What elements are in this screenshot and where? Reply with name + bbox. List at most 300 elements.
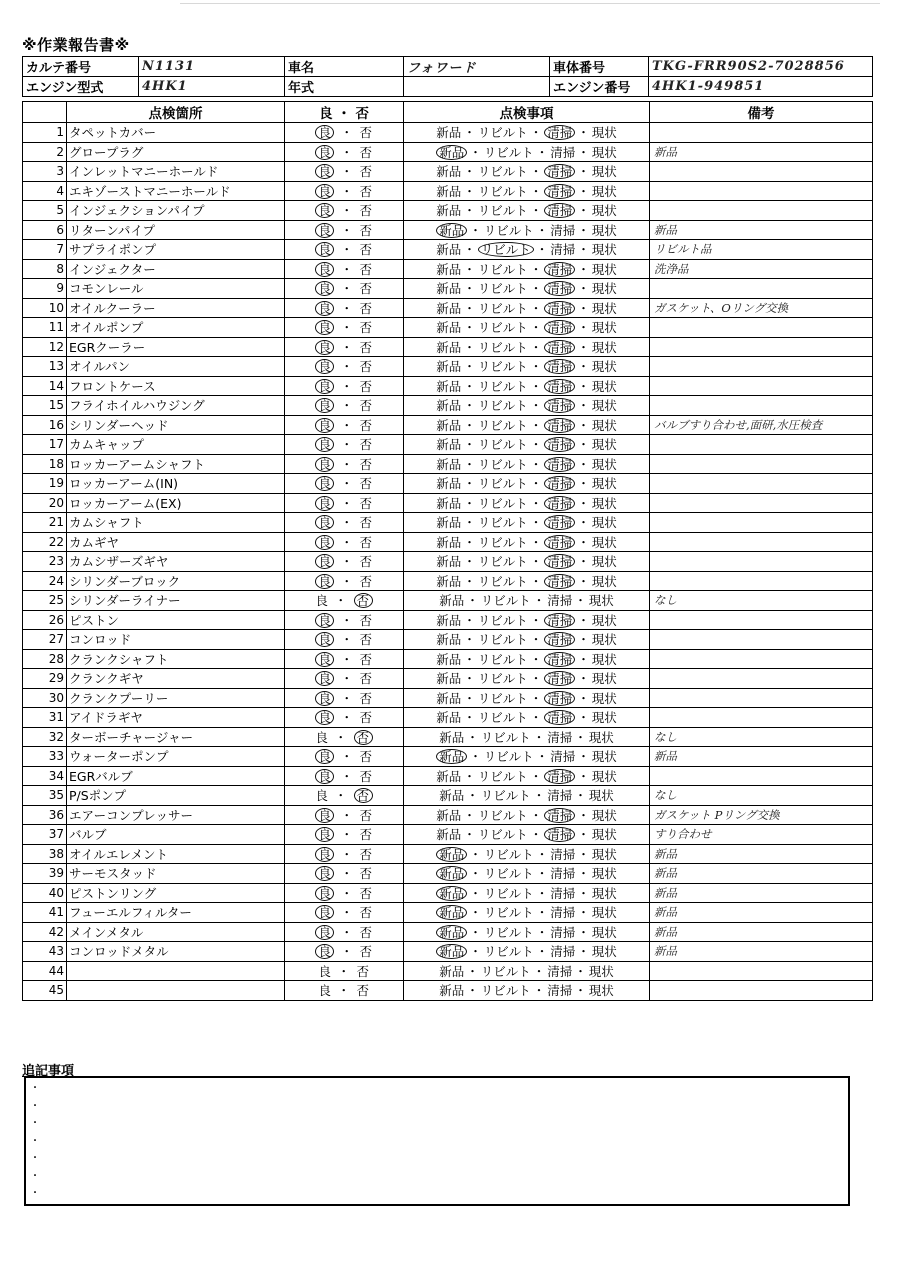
remark-cell[interactable]: 新品 <box>650 942 873 962</box>
remark-cell[interactable] <box>650 435 873 455</box>
inspection-option-current[interactable]: 現状 <box>591 339 617 355</box>
judge-option-good[interactable]: 良 <box>315 905 334 920</box>
inspection-option-clean[interactable]: 清掃 <box>547 729 573 745</box>
judge-option-bad[interactable]: 否 <box>359 534 373 550</box>
inspection-option-clean[interactable]: 清掃 <box>544 476 575 491</box>
inspection-option-new[interactable]: 新品 <box>439 983 465 999</box>
judge-option-good[interactable]: 良 <box>315 729 329 745</box>
inspection-option-new[interactable]: 新品 <box>436 164 462 180</box>
inspection-option-rebuilt[interactable]: リビルト <box>477 164 528 180</box>
inspection-option-clean[interactable]: 清掃 <box>550 944 576 960</box>
inspection-option-new[interactable]: 新品 <box>436 281 462 297</box>
judge-option-bad[interactable]: 否 <box>359 359 373 375</box>
judge-option-good[interactable]: 良 <box>315 457 334 472</box>
inspection-option-new[interactable]: 新品 <box>436 866 467 881</box>
inspection-option-new[interactable]: 新品 <box>436 320 462 336</box>
remark-cell[interactable] <box>650 649 873 669</box>
remark-cell[interactable] <box>650 123 873 143</box>
inspection-option-new[interactable]: 新品 <box>436 223 467 238</box>
inspection-option-clean[interactable]: 清掃 <box>547 788 573 804</box>
inspection-option-rebuilt[interactable]: リビルト <box>477 437 528 453</box>
judge-option-good[interactable]: 良 <box>315 593 329 609</box>
judge-option-good[interactable]: 良 <box>315 242 334 257</box>
inspection-option-current[interactable]: 現状 <box>591 300 617 316</box>
judge-option-bad[interactable]: 否 <box>359 885 373 901</box>
inspection-option-new[interactable]: 新品 <box>439 788 465 804</box>
inspection-option-clean[interactable]: 清掃 <box>547 593 573 609</box>
inspection-option-new[interactable]: 新品 <box>436 612 462 628</box>
inspection-option-clean[interactable]: 清掃 <box>544 359 575 374</box>
judge-option-good[interactable]: 良 <box>315 340 334 355</box>
inspection-option-clean[interactable]: 清掃 <box>544 613 575 628</box>
judge-option-bad[interactable]: 否 <box>354 593 373 608</box>
judge-option-bad[interactable]: 否 <box>356 963 370 979</box>
judge-option-bad[interactable]: 否 <box>359 125 373 141</box>
judge-option-good[interactable]: 良 <box>315 788 329 804</box>
remark-cell[interactable] <box>650 162 873 182</box>
inspection-option-new[interactable]: 新品 <box>436 827 462 843</box>
inspection-option-rebuilt[interactable]: リビルト <box>477 515 528 531</box>
inspection-option-current[interactable]: 現状 <box>588 729 614 745</box>
inspection-option-clean[interactable]: 清掃 <box>544 340 575 355</box>
inspection-option-clean[interactable]: 清掃 <box>544 457 575 472</box>
inspection-option-clean[interactable]: 清掃 <box>544 281 575 296</box>
judge-option-bad[interactable]: 否 <box>359 671 373 687</box>
inspection-option-rebuilt[interactable]: リビルト <box>477 827 528 843</box>
remark-cell[interactable] <box>650 766 873 786</box>
inspection-option-new[interactable]: 新品 <box>436 925 467 940</box>
inspection-option-clean[interactable]: 清掃 <box>550 144 576 160</box>
judge-option-good[interactable]: 良 <box>315 866 334 881</box>
inspection-option-current[interactable]: 現状 <box>588 593 614 609</box>
remark-cell[interactable]: バルブすり合わせ,面研,水圧検査 <box>650 415 873 435</box>
remark-cell[interactable]: 新品 <box>650 747 873 767</box>
judge-option-bad[interactable]: 否 <box>359 417 373 433</box>
judge-option-good[interactable]: 良 <box>315 554 334 569</box>
judge-option-good[interactable]: 良 <box>315 164 334 179</box>
inspection-option-current[interactable]: 現状 <box>591 281 617 297</box>
inspection-option-new[interactable]: 新品 <box>436 339 462 355</box>
remark-cell[interactable] <box>650 318 873 338</box>
inspection-option-new[interactable]: 新品 <box>439 729 465 745</box>
inspection-option-rebuilt[interactable]: リビルト <box>477 651 528 667</box>
inspection-option-clean[interactable]: 清掃 <box>550 749 576 765</box>
inspection-option-rebuilt[interactable]: リビルト <box>477 125 528 141</box>
inspection-option-rebuilt[interactable]: リビルト <box>483 866 534 882</box>
judge-option-good[interactable]: 良 <box>315 262 334 277</box>
judge-option-good[interactable]: 良 <box>315 184 334 199</box>
judge-option-good[interactable]: 良 <box>315 398 334 413</box>
judge-option-bad[interactable]: 否 <box>359 378 373 394</box>
inspection-option-rebuilt[interactable]: リビルト <box>477 612 528 628</box>
inspection-option-clean[interactable]: 清掃 <box>544 515 575 530</box>
remark-cell[interactable] <box>650 454 873 474</box>
remark-cell[interactable] <box>650 708 873 728</box>
judge-option-bad[interactable]: 否 <box>359 164 373 180</box>
judge-option-bad[interactable]: 否 <box>354 788 373 803</box>
inspection-option-new[interactable]: 新品 <box>436 690 462 706</box>
judge-option-bad[interactable]: 否 <box>359 398 373 414</box>
inspection-option-current[interactable]: 現状 <box>591 671 617 687</box>
judge-option-good[interactable]: 良 <box>315 320 334 335</box>
inspection-option-rebuilt[interactable]: リビルト <box>483 944 534 960</box>
judge-option-good[interactable]: 良 <box>315 223 334 238</box>
judge-option-bad[interactable]: 否 <box>359 827 373 843</box>
inspection-option-rebuilt[interactable]: リビルト <box>480 788 531 804</box>
inspection-option-clean[interactable]: 清掃 <box>544 301 575 316</box>
judge-option-good[interactable]: 良 <box>315 301 334 316</box>
remark-cell[interactable] <box>650 552 873 572</box>
judge-option-bad[interactable]: 否 <box>359 924 373 940</box>
judge-option-good[interactable]: 良 <box>315 769 334 784</box>
remark-cell[interactable] <box>650 961 873 981</box>
inspection-option-rebuilt[interactable]: リビルト <box>477 768 528 784</box>
inspection-option-new[interactable]: 新品 <box>436 495 462 511</box>
inspection-option-rebuilt[interactable]: リビルト <box>477 632 528 648</box>
inspection-option-rebuilt[interactable]: リビルト <box>477 320 528 336</box>
inspection-option-current[interactable]: 現状 <box>591 515 617 531</box>
inspection-option-rebuilt[interactable]: リビルト <box>477 378 528 394</box>
inspection-option-clean[interactable]: 清掃 <box>550 885 576 901</box>
inspection-option-current[interactable]: 現状 <box>591 573 617 589</box>
judge-option-bad[interactable]: 否 <box>359 651 373 667</box>
inspection-option-rebuilt[interactable]: リビルト <box>483 885 534 901</box>
karte-value[interactable]: N1131 <box>139 57 285 77</box>
inspection-option-current[interactable]: 現状 <box>591 476 617 492</box>
remark-cell[interactable]: 新品 <box>650 922 873 942</box>
inspection-option-new[interactable]: 新品 <box>436 554 462 570</box>
inspection-option-rebuilt[interactable]: リビルト <box>477 417 528 433</box>
inspection-option-current[interactable]: 現状 <box>591 183 617 199</box>
remark-cell[interactable] <box>650 181 873 201</box>
inspection-option-rebuilt[interactable]: リビルト <box>477 281 528 297</box>
judge-option-good[interactable]: 良 <box>315 827 334 842</box>
inspection-option-current[interactable]: 現状 <box>591 359 617 375</box>
judge-option-bad[interactable]: 否 <box>359 339 373 355</box>
inspection-option-new[interactable]: 新品 <box>436 242 462 258</box>
judge-option-bad[interactable]: 否 <box>359 495 373 511</box>
judge-option-bad[interactable]: 否 <box>359 222 373 238</box>
inspection-option-current[interactable]: 現状 <box>591 768 617 784</box>
judge-option-good[interactable]: 良 <box>315 379 334 394</box>
inspection-option-current[interactable]: 現状 <box>588 788 614 804</box>
judge-option-bad[interactable]: 否 <box>359 846 373 862</box>
inspection-option-rebuilt[interactable]: リビルト <box>477 183 528 199</box>
inspection-option-rebuilt[interactable]: リビルト <box>483 924 534 940</box>
inspection-option-current[interactable]: 現状 <box>591 437 617 453</box>
judge-option-bad[interactable]: 否 <box>354 730 373 745</box>
judge-option-good[interactable]: 良 <box>315 632 334 647</box>
judge-option-bad[interactable]: 否 <box>359 242 373 258</box>
inspection-option-rebuilt[interactable]: リビルト <box>477 476 528 492</box>
inspection-option-current[interactable]: 現状 <box>591 612 617 628</box>
judge-option-good[interactable]: 良 <box>315 476 334 491</box>
inspection-option-current[interactable]: 現状 <box>588 983 614 999</box>
inspection-option-current[interactable]: 現状 <box>591 164 617 180</box>
remark-cell[interactable]: 新品 <box>650 864 873 884</box>
inspection-option-rebuilt[interactable]: リビルト <box>477 534 528 550</box>
judge-option-good[interactable]: 良 <box>315 359 334 374</box>
judge-option-bad[interactable]: 否 <box>359 456 373 472</box>
inspection-option-rebuilt[interactable]: リビルト <box>477 359 528 375</box>
inspection-option-rebuilt[interactable]: リビルト <box>477 456 528 472</box>
inspection-option-current[interactable]: 現状 <box>591 495 617 511</box>
inspection-option-new[interactable]: 新品 <box>436 651 462 667</box>
judge-option-good[interactable]: 良 <box>315 574 334 589</box>
inspection-option-rebuilt[interactable]: リビルト <box>477 300 528 316</box>
inspection-option-current[interactable]: 現状 <box>591 203 617 219</box>
inspection-option-current[interactable]: 現状 <box>591 924 617 940</box>
inspection-option-current[interactable]: 現状 <box>591 807 617 823</box>
remark-cell[interactable]: ガスケット、Oリング交換 <box>650 298 873 318</box>
inspection-option-clean[interactable]: 清掃 <box>544 184 575 199</box>
inspection-option-rebuilt[interactable]: リビルト <box>483 749 534 765</box>
judge-option-bad[interactable]: 否 <box>359 944 373 960</box>
inspection-option-new[interactable]: 新品 <box>439 963 465 979</box>
inspection-option-clean[interactable]: 清掃 <box>544 808 575 823</box>
judge-option-good[interactable]: 良 <box>315 613 334 628</box>
inspection-option-new[interactable]: 新品 <box>439 593 465 609</box>
judge-option-bad[interactable]: 否 <box>359 183 373 199</box>
judge-option-bad[interactable]: 否 <box>359 749 373 765</box>
inspection-option-clean[interactable]: 清掃 <box>550 846 576 862</box>
inspection-option-new[interactable]: 新品 <box>436 749 467 764</box>
judge-option-bad[interactable]: 否 <box>359 690 373 706</box>
remark-cell[interactable] <box>650 688 873 708</box>
judge-option-bad[interactable]: 否 <box>359 554 373 570</box>
inspection-option-new[interactable]: 新品 <box>436 145 467 160</box>
inspection-option-clean[interactable]: 清掃 <box>544 125 575 140</box>
inspection-option-current[interactable]: 現状 <box>591 827 617 843</box>
inspection-option-rebuilt[interactable]: リビルト <box>477 339 528 355</box>
judge-option-bad[interactable]: 否 <box>359 300 373 316</box>
inspection-option-clean[interactable]: 清掃 <box>544 437 575 452</box>
inspection-option-current[interactable]: 現状 <box>591 749 617 765</box>
inspection-option-current[interactable]: 現状 <box>591 710 617 726</box>
inspection-option-clean[interactable]: 清掃 <box>544 379 575 394</box>
judge-option-bad[interactable]: 否 <box>356 983 370 999</box>
remark-cell[interactable] <box>650 981 873 1001</box>
judge-option-good[interactable]: 良 <box>315 203 334 218</box>
inspection-option-rebuilt[interactable]: リビルト <box>477 554 528 570</box>
judge-option-good[interactable]: 良 <box>315 125 334 140</box>
judge-option-good[interactable]: 良 <box>315 749 334 764</box>
inspection-option-rebuilt[interactable]: リビルト <box>480 983 531 999</box>
remark-cell[interactable]: 新品 <box>650 844 873 864</box>
judge-option-good[interactable]: 良 <box>315 145 334 160</box>
inspection-option-current[interactable]: 現状 <box>591 417 617 433</box>
inspection-option-clean[interactable]: 清掃 <box>544 535 575 550</box>
judge-option-bad[interactable]: 否 <box>359 905 373 921</box>
judge-option-bad[interactable]: 否 <box>359 807 373 823</box>
engine-no-value[interactable]: 4HK1-949851 <box>649 77 873 97</box>
inspection-option-new[interactable]: 新品 <box>436 125 462 141</box>
remark-cell[interactable]: 新品 <box>650 220 873 240</box>
inspection-option-new[interactable]: 新品 <box>436 710 462 726</box>
inspection-option-rebuilt[interactable]: リビルト <box>477 671 528 687</box>
inspection-option-current[interactable]: 現状 <box>591 398 617 414</box>
inspection-option-new[interactable]: 新品 <box>436 847 467 862</box>
inspection-option-rebuilt[interactable]: リビルト <box>483 144 534 160</box>
inspection-option-new[interactable]: 新品 <box>436 905 467 920</box>
inspection-option-rebuilt[interactable]: リビルト <box>483 222 534 238</box>
judge-option-bad[interactable]: 否 <box>359 203 373 219</box>
inspection-option-current[interactable]: 現状 <box>591 632 617 648</box>
remark-cell[interactable] <box>650 532 873 552</box>
inspection-option-clean[interactable]: 清掃 <box>550 905 576 921</box>
year-value[interactable] <box>404 77 550 97</box>
judge-option-bad[interactable]: 否 <box>359 573 373 589</box>
inspection-option-current[interactable]: 現状 <box>591 866 617 882</box>
inspection-option-clean[interactable]: 清掃 <box>544 320 575 335</box>
inspection-option-current[interactable]: 現状 <box>591 554 617 570</box>
inspection-option-rebuilt[interactable]: リビルト <box>477 807 528 823</box>
remark-cell[interactable]: なし <box>650 591 873 611</box>
judge-option-good[interactable]: 良 <box>315 944 334 959</box>
inspection-option-new[interactable]: 新品 <box>436 534 462 550</box>
remark-cell[interactable]: なし <box>650 727 873 747</box>
inspection-option-new[interactable]: 新品 <box>436 261 462 277</box>
inspection-option-clean[interactable]: 清掃 <box>544 671 575 686</box>
inspection-option-rebuilt[interactable]: リビルト <box>480 593 531 609</box>
inspection-option-current[interactable]: 現状 <box>591 242 617 258</box>
inspection-option-current[interactable]: 現状 <box>591 885 617 901</box>
inspection-option-rebuilt[interactable]: リビルト <box>483 905 534 921</box>
judge-option-good[interactable]: 良 <box>315 710 334 725</box>
judge-option-good[interactable]: 良 <box>315 437 334 452</box>
remark-cell[interactable] <box>650 279 873 299</box>
judge-option-bad[interactable]: 否 <box>359 261 373 277</box>
inspection-option-rebuilt[interactable]: リビルト <box>477 398 528 414</box>
inspection-option-rebuilt[interactable]: リビルト <box>477 690 528 706</box>
inspection-option-rebuilt[interactable]: リビルト <box>477 495 528 511</box>
inspection-option-current[interactable]: 現状 <box>591 222 617 238</box>
inspection-option-current[interactable]: 現状 <box>591 456 617 472</box>
remark-cell[interactable] <box>650 630 873 650</box>
judge-option-good[interactable]: 良 <box>315 691 334 706</box>
inspection-option-clean[interactable]: 清掃 <box>544 418 575 433</box>
remark-cell[interactable]: ガスケット Pリング交換 <box>650 805 873 825</box>
inspection-option-new[interactable]: 新品 <box>436 417 462 433</box>
inspection-option-clean[interactable]: 清掃 <box>544 632 575 647</box>
inspection-option-clean[interactable]: 清掃 <box>544 769 575 784</box>
judge-option-bad[interactable]: 否 <box>359 320 373 336</box>
inspection-option-current[interactable]: 現状 <box>591 320 617 336</box>
inspection-option-rebuilt[interactable]: リビルト <box>480 963 531 979</box>
inspection-option-new[interactable]: 新品 <box>436 886 467 901</box>
inspection-option-new[interactable]: 新品 <box>436 359 462 375</box>
inspection-option-current[interactable]: 現状 <box>588 963 614 979</box>
body-no-value[interactable]: TKG-FRR90S2-7028856 <box>649 57 873 77</box>
remark-cell[interactable]: 新品 <box>650 142 873 162</box>
inspection-option-new[interactable]: 新品 <box>436 944 467 959</box>
inspection-option-rebuilt[interactable]: リビルト <box>478 242 534 257</box>
remark-cell[interactable] <box>650 571 873 591</box>
inspection-option-clean[interactable]: 清掃 <box>544 164 575 179</box>
judge-option-good[interactable]: 良 <box>315 925 334 940</box>
judge-option-bad[interactable]: 否 <box>359 710 373 726</box>
remark-cell[interactable] <box>650 376 873 396</box>
inspection-option-rebuilt[interactable]: リビルト <box>483 846 534 862</box>
judge-option-bad[interactable]: 否 <box>359 768 373 784</box>
inspection-option-clean[interactable]: 清掃 <box>544 262 575 277</box>
additional-notes-box[interactable] <box>24 1076 850 1206</box>
remark-cell[interactable] <box>650 396 873 416</box>
remark-cell[interactable] <box>650 337 873 357</box>
inspection-option-clean[interactable]: 清掃 <box>547 983 573 999</box>
inspection-option-clean[interactable]: 清掃 <box>544 827 575 842</box>
remark-cell[interactable] <box>650 474 873 494</box>
judge-option-bad[interactable]: 否 <box>359 515 373 531</box>
inspection-option-current[interactable]: 現状 <box>591 125 617 141</box>
inspection-option-new[interactable]: 新品 <box>436 671 462 687</box>
judge-option-bad[interactable]: 否 <box>359 281 373 297</box>
inspection-option-current[interactable]: 現状 <box>591 651 617 667</box>
inspection-option-clean[interactable]: 清掃 <box>550 242 576 258</box>
remark-cell[interactable]: なし <box>650 786 873 806</box>
judge-option-good[interactable]: 良 <box>318 963 332 979</box>
inspection-option-clean[interactable]: 清掃 <box>544 691 575 706</box>
remark-cell[interactable] <box>650 513 873 533</box>
judge-option-good[interactable]: 良 <box>315 886 334 901</box>
inspection-option-current[interactable]: 現状 <box>591 144 617 160</box>
judge-option-good[interactable]: 良 <box>315 515 334 530</box>
inspection-option-new[interactable]: 新品 <box>436 437 462 453</box>
inspection-option-current[interactable]: 現状 <box>591 944 617 960</box>
judge-option-good[interactable]: 良 <box>315 847 334 862</box>
inspection-option-new[interactable]: 新品 <box>436 515 462 531</box>
judge-option-bad[interactable]: 否 <box>359 866 373 882</box>
remark-cell[interactable] <box>650 201 873 221</box>
inspection-option-rebuilt[interactable]: リビルト <box>477 710 528 726</box>
inspection-option-new[interactable]: 新品 <box>436 768 462 784</box>
inspection-option-clean[interactable]: 清掃 <box>544 710 575 725</box>
inspection-option-clean[interactable]: 清掃 <box>547 963 573 979</box>
inspection-option-new[interactable]: 新品 <box>436 378 462 394</box>
inspection-option-clean[interactable]: 清掃 <box>544 496 575 511</box>
inspection-option-new[interactable]: 新品 <box>436 398 462 414</box>
judge-option-bad[interactable]: 否 <box>359 632 373 648</box>
judge-option-good[interactable]: 良 <box>315 671 334 686</box>
inspection-option-clean[interactable]: 清掃 <box>544 554 575 569</box>
inspection-option-new[interactable]: 新品 <box>436 807 462 823</box>
inspection-option-clean[interactable]: 清掃 <box>550 924 576 940</box>
judge-option-bad[interactable]: 否 <box>359 437 373 453</box>
engine-model-value[interactable]: 4HK1 <box>139 77 285 97</box>
remark-cell[interactable] <box>650 669 873 689</box>
inspection-option-clean[interactable]: 清掃 <box>544 574 575 589</box>
inspection-option-rebuilt[interactable]: リビルト <box>480 729 531 745</box>
judge-option-good[interactable]: 良 <box>318 983 332 999</box>
remark-cell[interactable]: リビルト品 <box>650 240 873 260</box>
inspection-option-new[interactable]: 新品 <box>436 456 462 472</box>
judge-option-good[interactable]: 良 <box>315 496 334 511</box>
judge-option-good[interactable]: 良 <box>315 535 334 550</box>
inspection-option-current[interactable]: 現状 <box>591 378 617 394</box>
inspection-option-rebuilt[interactable]: リビルト <box>477 203 528 219</box>
inspection-option-new[interactable]: 新品 <box>436 203 462 219</box>
judge-option-good[interactable]: 良 <box>315 281 334 296</box>
remark-cell[interactable]: 新品 <box>650 903 873 923</box>
inspection-option-clean[interactable]: 清掃 <box>550 222 576 238</box>
inspection-option-new[interactable]: 新品 <box>436 476 462 492</box>
remark-cell[interactable] <box>650 357 873 377</box>
inspection-option-clean[interactable]: 清掃 <box>544 398 575 413</box>
inspection-option-new[interactable]: 新品 <box>436 573 462 589</box>
judge-option-bad[interactable]: 否 <box>359 144 373 160</box>
remark-cell[interactable] <box>650 610 873 630</box>
inspection-option-clean[interactable]: 清掃 <box>550 866 576 882</box>
